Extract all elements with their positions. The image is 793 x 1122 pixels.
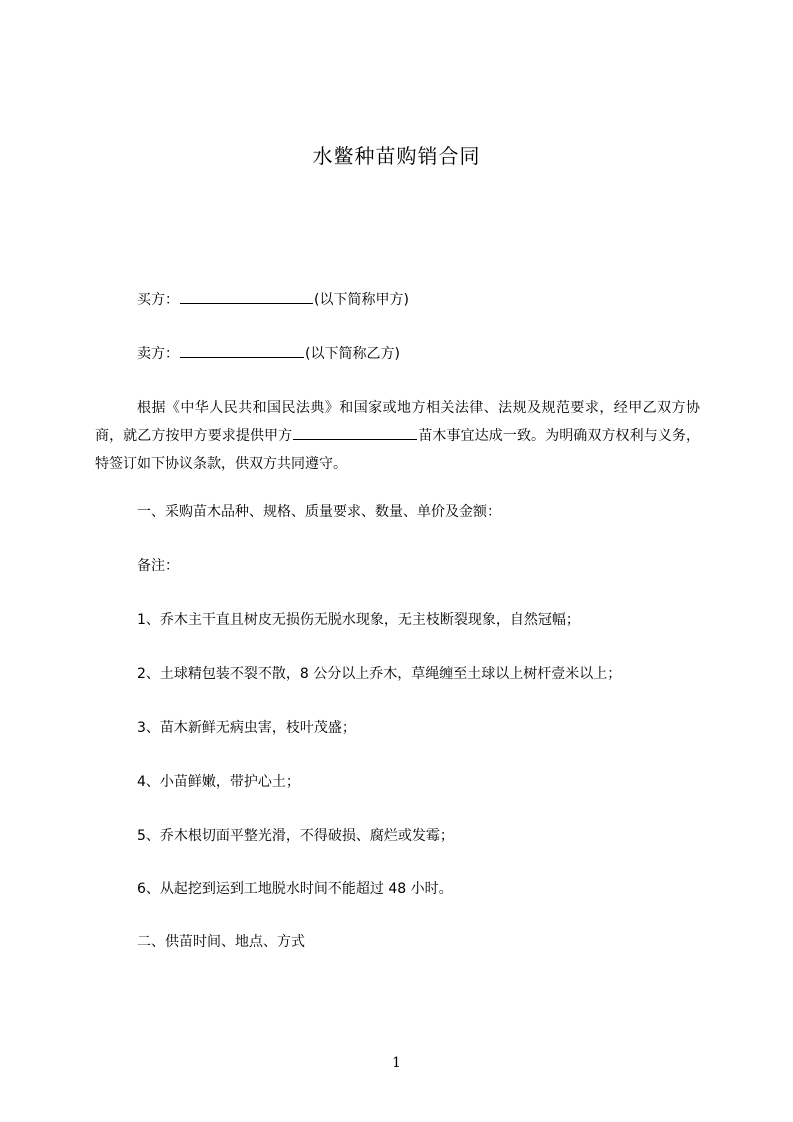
note-item: 4、小苗鲜嫩，带护心土； [137,774,300,790]
seller-blank [180,342,304,358]
buyer-blank [180,288,313,304]
note-item: 2、土球精包装不裂不散，8 公分以上乔木，草绳缠至土球以上树杆壹米以上； [137,666,622,682]
document-title: 水鳖种苗购销合同 [312,144,481,168]
note-item: 1、乔木主干直且树皮无损伤无脱水现象，无主枝断裂现象，自然冠幅； [137,612,580,628]
intro-blank [293,424,417,440]
seller-label: 卖方： [137,346,179,362]
note-item: 6、从起挖到运到工地脱水时间不能超过 48 小时。 [137,881,453,897]
note-item: 5、乔木根切面平整光滑，不得破损、腐烂或发霉； [137,828,454,844]
seller-line [137,339,400,369]
buyer-suffix: (以下简称甲方) [314,292,409,308]
intro-text-part1: 根据《中华人民共和国民法典》和国家或地方相关法律、法规及规范要求，经甲乙双方协商，就乙方按甲方要求提供甲方 [95,400,700,444]
intro-paragraph [95,394,700,478]
buyer-line [137,285,409,315]
seller-suffix: (以下简称乙方) [305,346,400,362]
page-number: 1 [392,1055,401,1071]
notes-label: 备注： [137,558,179,574]
section2-heading: 二、供苗时间、地点、方式 [137,934,305,950]
buyer-label: 买方： [137,292,179,308]
section1-heading: 一、采购苗木品种、规格、质量要求、数量、单价及金额： [137,504,501,520]
intro-text-part2: 苗木事宜达成一致。为明确双方权利与义务，特签订如下协议条款，供双方共同遵守。 [95,428,700,472]
note-item: 3、苗木新鲜无病虫害，枝叶茂盛； [137,720,356,736]
